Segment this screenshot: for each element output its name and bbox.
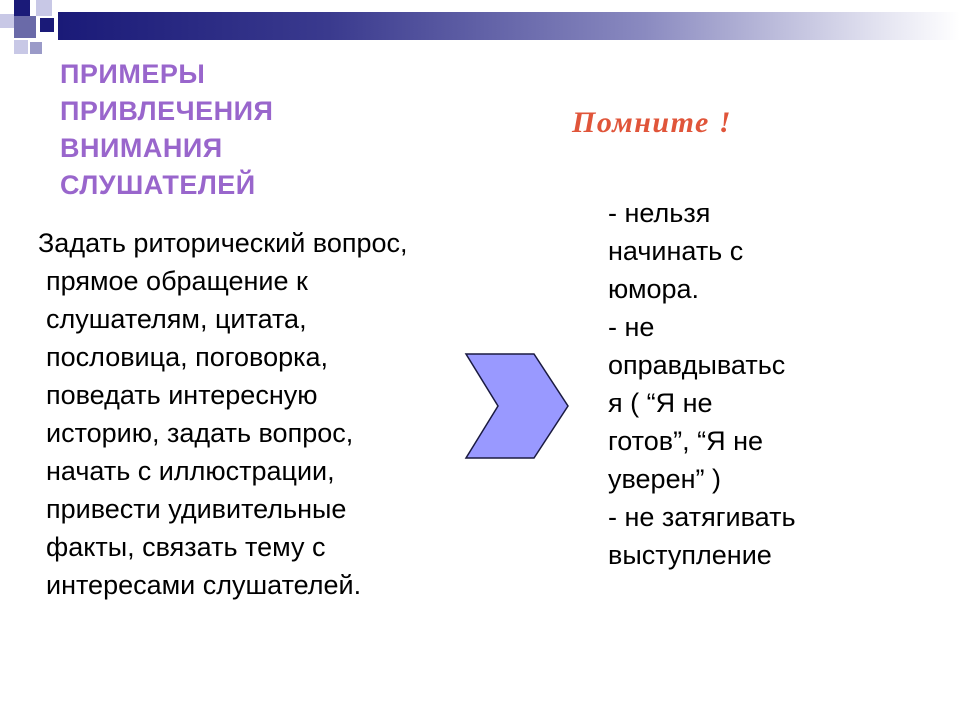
- rule-line: - не: [608, 312, 655, 342]
- rule-line: готов”, “Я не: [608, 426, 764, 456]
- rule-line: - нельзя: [608, 198, 711, 228]
- body-line: Задать риторический вопрос,: [38, 228, 408, 258]
- rule-line: выступление: [608, 540, 772, 570]
- body-line: факты, связать тему с: [46, 532, 326, 562]
- title-line: ПРИМЕРЫ: [60, 59, 206, 89]
- body-line: слушателям, цитата,: [46, 304, 307, 334]
- rule-line: я ( “Я не: [608, 388, 713, 418]
- remember-heading: Помните !: [572, 106, 733, 139]
- header-gradient-bar: [58, 12, 960, 40]
- slide-title: [60, 56, 420, 204]
- body-line: начать с иллюстрации,: [46, 456, 335, 486]
- decor-square-3: [0, 14, 14, 28]
- body-line: привести удивительные: [46, 494, 347, 524]
- body-line: историю, задать вопрос,: [46, 418, 354, 448]
- body-line: прямое обращение к: [46, 266, 308, 296]
- decor-square-7: [30, 42, 42, 54]
- remember-rules-text: [608, 194, 948, 574]
- rule-line: - не затягивать: [608, 502, 796, 532]
- attention-examples-text: [38, 224, 498, 604]
- decor-square-5: [40, 18, 54, 32]
- decor-square-6: [14, 40, 28, 54]
- rule-line: начинать с: [608, 236, 744, 266]
- body-line: пословица, поговорка,: [46, 342, 329, 372]
- body-line: поведать интересную: [46, 380, 318, 410]
- title-line: СЛУШАТЕЛЕЙ: [60, 170, 256, 200]
- rule-line: юмора.: [608, 274, 700, 304]
- rule-line: уверен” ): [608, 464, 721, 494]
- title-line: ПРИВЛЕЧЕНИЯ: [60, 96, 274, 126]
- decor-square-2: [36, 0, 52, 16]
- chevron-arrow-icon: [464, 352, 570, 460]
- body-line: интересами слушателей.: [46, 570, 362, 600]
- decor-square-1: [14, 0, 30, 16]
- rule-line: оправдыватьс: [608, 350, 786, 380]
- decor-square-4: [14, 16, 36, 38]
- title-line: ВНИМАНИЯ: [60, 133, 223, 163]
